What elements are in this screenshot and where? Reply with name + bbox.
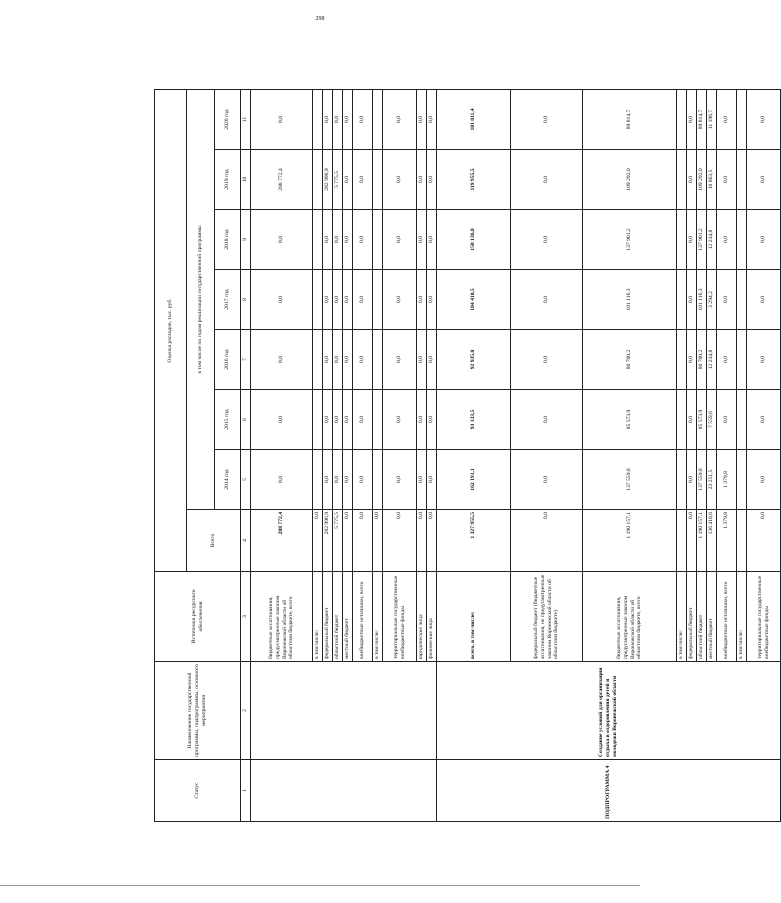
year-value-cell: 0,0 (717, 330, 737, 390)
year-header: 2019 год (215, 150, 241, 210)
year-value-cell: 288 772,4 (251, 150, 313, 210)
year-value-cell: 5 775,5 (333, 150, 343, 210)
year-value-cell: 0,0 (251, 330, 313, 390)
year-value-cell: 7 559,6 (707, 390, 717, 450)
year-value-cell: 0,0 (383, 450, 417, 510)
column-number: 5 (241, 450, 251, 510)
total-cell: 0,0 (343, 510, 353, 572)
year-value-cell (373, 450, 383, 510)
year-value-cell: 23 251,5 (707, 450, 717, 510)
year-value-cell: 0,0 (427, 89, 437, 149)
year-value-cell: 80 700,2 (583, 330, 677, 390)
year-value-cell (737, 150, 747, 210)
year-value-cell: 0,0 (511, 89, 583, 149)
year-value-cell: 0,0 (747, 330, 781, 390)
source-cell: местный бюджет (707, 572, 717, 662)
year-value-cell: 0,0 (687, 270, 697, 330)
year-value-cell: 0,0 (353, 450, 373, 510)
program-name-cell (251, 662, 437, 760)
year-value-cell: 0,0 (511, 450, 583, 510)
source-cell: бюджетные ассигнования, предусмотренные законом Воронежской области об областном бюджете, всего (583, 572, 677, 662)
year-value-cell: 0,0 (353, 89, 373, 149)
total-cell (677, 510, 687, 572)
year-value-cell: 0,0 (343, 390, 353, 450)
source-cell: бюджетные ассигнования, предусмотренные законом Воронежской области об областном бюджете, всего (251, 572, 313, 662)
year-value-cell: 0,0 (427, 210, 437, 270)
year-value-cell: 0,0 (511, 390, 583, 450)
year-value-cell: 137 559,8 (583, 450, 677, 510)
total-cell: 0,0 (417, 510, 427, 572)
year-value-cell: 0,0 (383, 270, 417, 330)
column-number: 4 (241, 510, 251, 572)
source-cell: внебюджетные источники, всего (717, 572, 737, 662)
column-number: 10 (241, 150, 251, 210)
year-value-cell: 0,0 (427, 330, 437, 390)
source-cell: внебюджетные источники, всего (353, 572, 373, 662)
header-estimate: Оценка расходов, тыс. руб. (155, 89, 187, 571)
year-value-cell: 0,0 (511, 330, 583, 390)
column-number: 7 (241, 330, 251, 390)
year-value-cell: 0,0 (687, 89, 697, 149)
year-value-cell: 0,0 (383, 390, 417, 450)
header-program-name: Наименование государственной программы, подпрограммы, основного мероприятия (155, 662, 241, 760)
year-value-cell: 89 814,7 (583, 89, 677, 149)
year-value-cell (373, 390, 383, 450)
year-value-cell: 0,0 (511, 210, 583, 270)
year-value-cell: 0,0 (511, 150, 583, 210)
year-value-cell (737, 330, 747, 390)
year-value-cell (313, 270, 323, 330)
year-value-cell: 0,0 (343, 210, 353, 270)
budget-table (154, 29, 781, 822)
total-cell: 0,0 (313, 510, 323, 572)
year-value-cell: 0,0 (417, 330, 427, 390)
year-value-cell (373, 270, 383, 330)
source-cell: федеральный бюджет (323, 572, 333, 662)
total-cell: 282 996,9 (323, 510, 333, 572)
year-value-cell (313, 150, 323, 210)
page-bottom-rule (0, 885, 640, 886)
year-value-cell: 1 379,8 (717, 450, 737, 510)
year-value-cell (313, 450, 323, 510)
column-number: 8 (241, 270, 251, 330)
table-row (437, 29, 511, 821)
total-cell: 1 379,8 (717, 510, 737, 572)
source-cell: физические лица (427, 572, 437, 662)
year-value-cell: 0,0 (323, 89, 333, 149)
year-value-cell (677, 270, 687, 330)
column-number: 6 (241, 390, 251, 450)
total-cell: 0,0 (373, 510, 383, 572)
header-total: Всего (187, 510, 241, 572)
year-value-cell (737, 270, 747, 330)
year-value-cell: 137 901,2 (583, 210, 677, 270)
year-value-cell: 0,0 (333, 330, 343, 390)
year-value-cell: 137 559,8 (697, 450, 707, 510)
year-value-cell: 101 011,4 (437, 89, 511, 149)
year-value-cell: 0,0 (333, 450, 343, 510)
year-value-cell: 12 234,8 (707, 210, 717, 270)
year-value-cell (373, 330, 383, 390)
year-value-cell: 0,0 (323, 450, 333, 510)
total-cell: 0,0 (427, 510, 437, 572)
year-value-cell: 137 901,2 (697, 210, 707, 270)
source-cell: федеральный бюджет (бюджетные ассигнования, не предусмотренные законом Воронежской области об областном бюджете) (511, 572, 583, 662)
year-value-cell (737, 450, 747, 510)
year-value-cell (373, 210, 383, 270)
year-value-cell: 93 133,5 (437, 390, 511, 450)
year-value-cell: 0,0 (427, 270, 437, 330)
column-number: 11 (241, 89, 251, 149)
year-header: 2016 год (215, 330, 241, 390)
status-cell (251, 760, 437, 822)
year-value-cell: 119 955,5 (437, 150, 511, 210)
year-value-cell (677, 89, 687, 149)
column-number: 3 (241, 572, 251, 662)
year-value-cell: 0,0 (343, 270, 353, 330)
year-header: 2020 год (215, 89, 241, 149)
year-value-cell (677, 450, 687, 510)
total-cell: 1 190 157,1 (697, 510, 707, 572)
source-cell: федеральный бюджет (687, 572, 697, 662)
year-value-cell: 109 292,0 (697, 150, 707, 210)
year-value-cell: 0,0 (747, 270, 781, 330)
year-value-cell: 80 700,2 (697, 330, 707, 390)
year-value-cell: 0,0 (353, 150, 373, 210)
year-value-cell: 0,0 (417, 150, 427, 210)
year-value-cell: 0,0 (343, 450, 353, 510)
year-value-cell: 0,0 (323, 270, 333, 330)
total-cell: 5 775,5 (333, 510, 343, 572)
year-value-cell (737, 210, 747, 270)
table-row (251, 29, 313, 821)
year-value-cell: 0,0 (343, 150, 353, 210)
total-cell: 1 327 955,5 (437, 510, 511, 572)
year-value-cell: 282 996,9 (323, 150, 333, 210)
year-value-cell: 0,0 (353, 330, 373, 390)
year-value-cell: 150 136,0 (437, 210, 511, 270)
year-value-cell: 101 116,3 (583, 270, 677, 330)
source-cell: территориальные государственные внебюджетные фонды (747, 572, 781, 662)
year-value-cell: 0,0 (323, 390, 333, 450)
year-value-cell: 0,0 (717, 210, 737, 270)
year-value-cell: 0,0 (383, 210, 417, 270)
year-value-cell: 0,0 (383, 330, 417, 390)
year-value-cell (677, 330, 687, 390)
year-value-cell (373, 150, 383, 210)
year-value-cell: 0,0 (717, 390, 737, 450)
year-value-cell: 0,0 (427, 390, 437, 450)
year-value-cell: 0,0 (717, 89, 737, 149)
year-value-cell: 0,0 (747, 150, 781, 210)
year-value-cell (373, 89, 383, 149)
year-value-cell: 104 410,5 (437, 270, 511, 330)
year-value-cell: 10 663,5 (707, 150, 717, 210)
year-header: 2015 год (215, 390, 241, 450)
year-value-cell: 0,0 (251, 89, 313, 149)
year-value-cell: 0,0 (251, 450, 313, 510)
column-number: 9 (241, 210, 251, 270)
source-cell: юридические лица (417, 572, 427, 662)
column-number: 2 (241, 662, 251, 760)
year-value-cell (677, 390, 687, 450)
year-value-cell: 11 196,7 (707, 89, 717, 149)
year-value-cell: 0,0 (383, 89, 417, 149)
year-value-cell (737, 390, 747, 450)
total-cell: 136 418,6 (707, 510, 717, 572)
year-value-cell: 0,0 (353, 390, 373, 450)
year-value-cell: 0,0 (417, 270, 427, 330)
year-value-cell: 0,0 (417, 210, 427, 270)
total-cell: 288 772,4 (251, 510, 313, 572)
year-value-cell: 162 191,1 (437, 450, 511, 510)
year-value-cell (313, 330, 323, 390)
year-value-cell (677, 210, 687, 270)
source-cell: территориальные государственные внебюджетные фонды (383, 572, 417, 662)
header-status: Статус (155, 760, 241, 822)
year-value-cell: 0,0 (333, 270, 343, 330)
year-value-cell: 0,0 (251, 270, 313, 330)
year-value-cell: 0,0 (333, 210, 343, 270)
source-cell: в том числе: (373, 572, 383, 662)
year-value-cell: 89 814,7 (697, 89, 707, 149)
total-cell (737, 510, 747, 572)
year-value-cell: 0,0 (687, 330, 697, 390)
page-number: 298 (315, 16, 325, 22)
year-value-cell: 0,0 (383, 150, 417, 210)
year-header: 2017 год (215, 270, 241, 330)
year-value-cell: 0,0 (353, 270, 373, 330)
year-value-cell: 92 935,0 (437, 330, 511, 390)
column-number-row (241, 29, 251, 821)
total-cell: 0,0 (383, 510, 417, 572)
total-cell: 0,0 (687, 510, 697, 572)
year-value-cell (737, 89, 747, 149)
rotated-table-page (154, 30, 770, 822)
year-value-cell: 0,0 (323, 330, 333, 390)
year-value-cell: 0,0 (417, 390, 427, 450)
source-cell: в том числе: (677, 572, 687, 662)
year-value-cell: 0,0 (717, 150, 737, 210)
year-value-cell: 0,0 (323, 210, 333, 270)
year-value-cell: 0,0 (417, 450, 427, 510)
year-value-cell: 0,0 (343, 89, 353, 149)
source-cell: в том числе: (313, 572, 323, 662)
year-value-cell: 85 573,9 (583, 390, 677, 450)
year-value-cell (313, 210, 323, 270)
year-value-cell: 0,0 (687, 210, 697, 270)
total-cell: 1 190 157,1 (583, 510, 677, 572)
table-body (155, 29, 781, 821)
year-value-cell: 101 116,3 (697, 270, 707, 330)
year-value-cell: 12 234,8 (707, 330, 717, 390)
year-value-cell: 0,0 (353, 210, 373, 270)
year-value-cell: 0,0 (717, 270, 737, 330)
header-by-years: в том числе по годам реализации государственной программы (187, 89, 215, 509)
total-cell: 0,0 (353, 510, 373, 572)
source-cell: областной бюджет (697, 572, 707, 662)
year-value-cell: 0,0 (427, 150, 437, 210)
total-cell: 0,0 (511, 510, 583, 572)
year-value-cell: 0,0 (747, 450, 781, 510)
year-value-cell: 0,0 (251, 390, 313, 450)
year-value-cell: 0,0 (251, 210, 313, 270)
year-value-cell: 0,0 (333, 89, 343, 149)
status-cell: ПОДПРОГРАММА 4 (437, 760, 781, 822)
source-cell: областной бюджет (333, 572, 343, 662)
year-value-cell: 3 294,2 (707, 270, 717, 330)
year-value-cell: 0,0 (687, 390, 697, 450)
total-cell: 0,0 (747, 510, 781, 572)
year-value-cell (313, 390, 323, 450)
year-value-cell: 0,0 (511, 270, 583, 330)
year-header: 2014 год (215, 450, 241, 510)
year-value-cell: 0,0 (417, 89, 427, 149)
year-value-cell: 109 292,0 (583, 150, 677, 210)
program-name-cell: Создание условий для организации отдыха и оздоровления детей и молодежи Воронежской области (437, 662, 781, 760)
year-header: 2018 год (215, 210, 241, 270)
year-value-cell: 0,0 (687, 150, 697, 210)
year-value-cell (677, 150, 687, 210)
source-cell: в том числе: (737, 572, 747, 662)
column-number: 1 (241, 760, 251, 822)
year-value-cell: 0,0 (333, 390, 343, 450)
header-sources: Источники ресурсного обеспечения (155, 572, 241, 662)
header-row-1 (155, 29, 187, 821)
year-value-cell: 85 573,9 (697, 390, 707, 450)
year-value-cell: 0,0 (747, 390, 781, 450)
year-value-cell: 0,0 (343, 330, 353, 390)
source-cell: местный бюджет (343, 572, 353, 662)
year-value-cell: 0,0 (747, 210, 781, 270)
year-value-cell: 0,0 (427, 450, 437, 510)
year-value-cell: 0,0 (687, 450, 697, 510)
year-value-cell: 0,0 (747, 89, 781, 149)
source-cell: всего, в том числе: (437, 572, 511, 662)
year-value-cell (313, 89, 323, 149)
